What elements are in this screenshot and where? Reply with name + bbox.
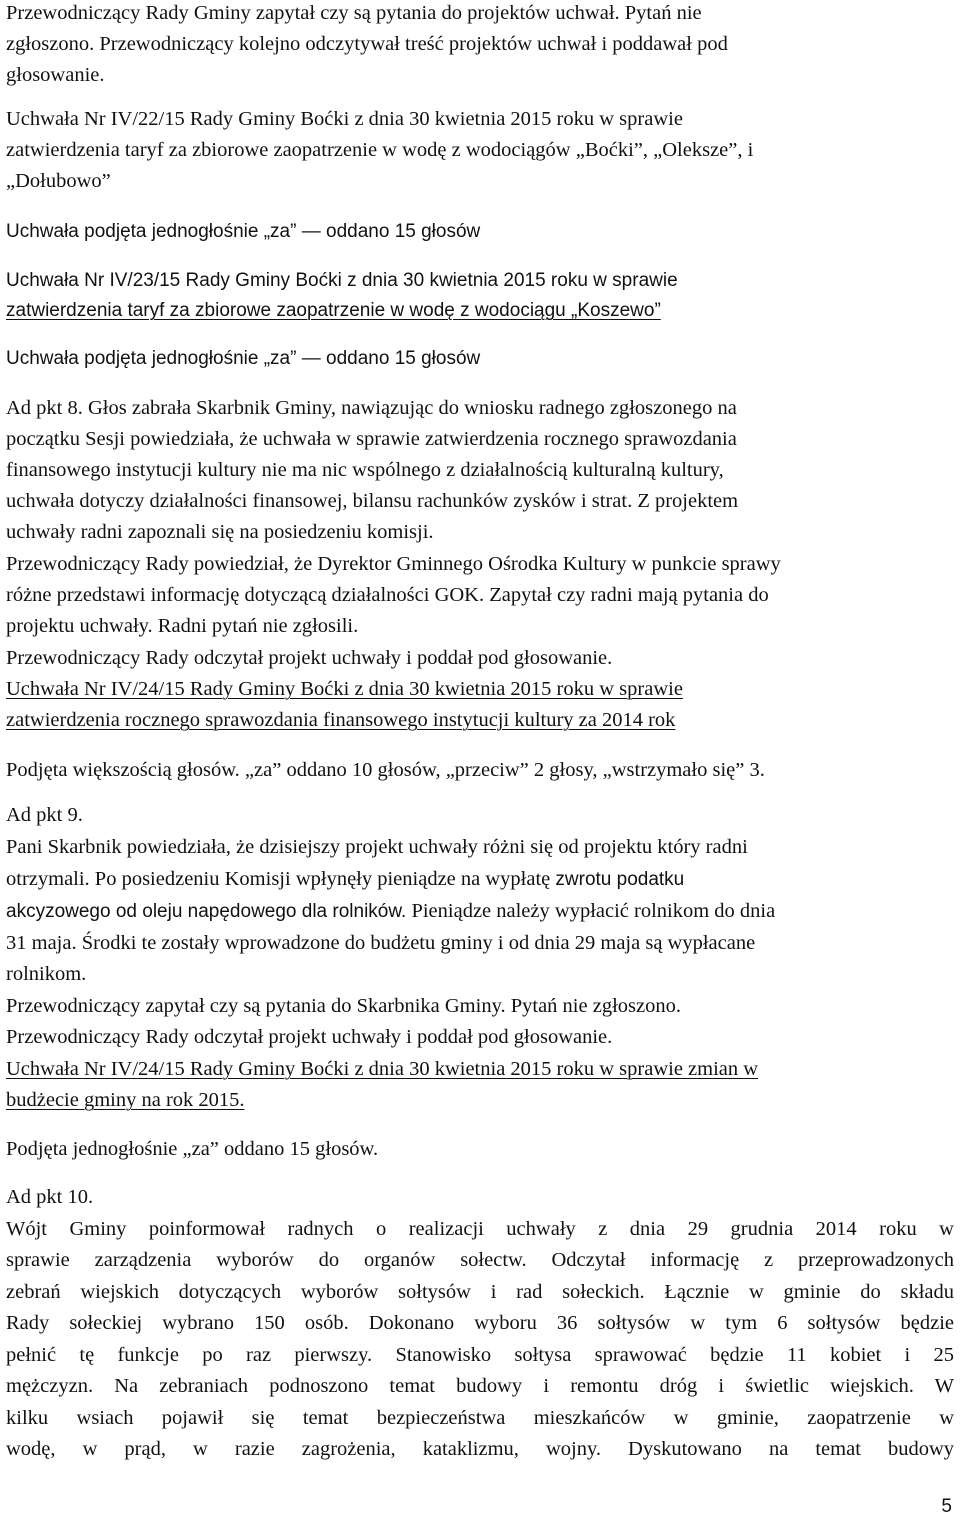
section-heading: Ad pkt 9.	[6, 804, 83, 826]
text-line: rolnikom.	[6, 963, 87, 985]
page-number: 5	[941, 1496, 952, 1517]
text-line: Uchwała Nr IV/22/15 Rady Gminy Boćki z dnia 30 kwietnia 2015 roku w sprawie	[6, 108, 683, 130]
text-line: zgłoszono. Przewodniczący kolejno odczytywał treść projektów uchwał i poddawał pod	[6, 33, 728, 55]
text-line: 31 maja. Środki te zostały wprowadzone do budżetu gminy i od dnia 29 maja są wypłacane	[6, 932, 756, 954]
text-line: Uchwała Nr IV/23/15 Rady Gminy Boćki z dnia 30 kwietnia 2015 roku w sprawie	[6, 270, 678, 291]
text-line: uchwały radni zapoznali się na posiedzeniu komisji.	[6, 521, 434, 543]
text-line: Pani Skarbnik powiedziała, że dzisiejszy projekt uchwały różni się od projektu który radni	[6, 836, 748, 858]
text-line: mężczyzn. Na zebraniach podnoszono temat budowy i remontu dróg i świetlic wiejskich. W	[6, 1375, 954, 1397]
text-line: sprawie zarządzenia wyborów do organów sołectw. Odczytał informację z przeprowadzonych	[6, 1249, 954, 1271]
text-line: początku Sesji powiedziała, że uchwała w sprawie zatwierdzenia rocznego sprawozdania	[6, 428, 737, 450]
resolution-title: budżecie gminy na rok 2015.	[6, 1089, 245, 1111]
resolution-title: Uchwała Nr IV/24/15 Rady Gminy Boćki z dnia 30 kwietnia 2015 roku w sprawie zmian w	[6, 1058, 759, 1080]
text-line: Przewodniczący Rady Gminy zapytał czy są pytania do projektów uchwał. Pytań nie	[6, 2, 702, 24]
resolution-title: Uchwała Nr IV/24/15 Rady Gminy Boćki z dnia 30 kwietnia 2015 roku w sprawie	[6, 678, 683, 700]
resolution-title: zatwierdzenia rocznego sprawozdania finansowego instytucji kultury za 2014 rok	[6, 709, 676, 731]
resolution-title: zatwierdzenia taryf za zbiorowe zaopatrzenie w wodę z wodociągu „Koszewo”	[6, 300, 661, 321]
text-line: głosowanie.	[6, 64, 105, 86]
section-heading: Ad pkt 10.	[6, 1186, 94, 1208]
text-line: otrzymali. Po posiedzeniu Komisji wpłynęły pieniądze na wypłatę zwrotu podatku	[6, 868, 685, 890]
text-line: pełnić tę funkcje po raz pierwszy. Stanowisko sołtysa sprawować będzie 11 kobiet i 25	[6, 1344, 954, 1366]
resolution-result: Uchwała podjęta jednogłośnie „za” — oddano 15 głosów	[6, 221, 481, 242]
text-line: Przewodniczący Rady odczytał projekt uchwały i poddał pod głosowanie.	[6, 1026, 613, 1048]
text-line: zebrań wiejskich dotyczących wyborów sołtysów i rad sołeckich. Łącznie w gminie do składu	[6, 1281, 954, 1303]
text-line: projektu uchwały. Radni pytań nie zgłosili.	[6, 615, 359, 637]
text-line: wodę, w prąd, w razie zagrożenia, kataklizmu, wojny. Dyskutowano na temat budowy	[6, 1438, 954, 1460]
text-line: finansowego instytucji kultury nie ma nic wspólnego z działalnością kulturalną kultury,	[6, 459, 724, 481]
text-line: „Dołubowo”	[6, 170, 111, 192]
text-line: różne przedstawi informację dotyczącą działalności GOK. Zapytał czy radni mają pytania do	[6, 584, 769, 606]
text-line: Przewodniczący Rady powiedział, że Dyrektor Gminnego Ośrodka Kultury w punkcie sprawy	[6, 553, 781, 575]
text-line: Ad pkt 8. Głos zabrała Skarbnik Gminy, nawiązując do wniosku radnego zgłoszonego na	[6, 397, 737, 419]
text-line: Przewodniczący Rady odczytał projekt uchwały i poddał pod głosowanie.	[6, 647, 613, 669]
text-line: Wójt Gminy poinformował radnych o realizacji uchwały z dnia 29 grudnia 2014 roku w	[6, 1218, 954, 1240]
text-line: zatwierdzenia taryf za zbiorowe zaopatrzenie w wodę z wodociągów „Boćki”, „Oleksze”, i	[6, 139, 754, 161]
text-line: kilku wsiach pojawił się temat bezpieczeństwa mieszkańców w gminie, zaopatrzenie w	[6, 1407, 954, 1429]
resolution-result: Uchwała podjęta jednogłośnie „za” — oddano 15 głosów	[6, 348, 481, 369]
text-line: Rady sołeckiej wybrano 150 osób. Dokonano wyboru 36 sołtysów w tym 6 sołtysów będzie	[6, 1312, 954, 1334]
resolution-result: Podjęta większością głosów. „za” oddano 10 głosów, „przeciw” 2 głosy, „wstrzymało się” 3.	[6, 759, 765, 781]
text-line: uchwała dotyczy działalności finansowej, bilansu rachunków zysków i strat. Z projektem	[6, 490, 739, 512]
text-line: akcyzowego od oleju napędowego dla rolników. Pieniądze należy wypłacić rolnikom do dnia	[6, 900, 776, 922]
text-line: Przewodniczący zapytał czy są pytania do Skarbnika Gminy. Pytań nie zgłoszono.	[6, 995, 681, 1017]
resolution-result: Podjęta jednogłośnie „za” oddano 15 głosów.	[6, 1138, 379, 1160]
